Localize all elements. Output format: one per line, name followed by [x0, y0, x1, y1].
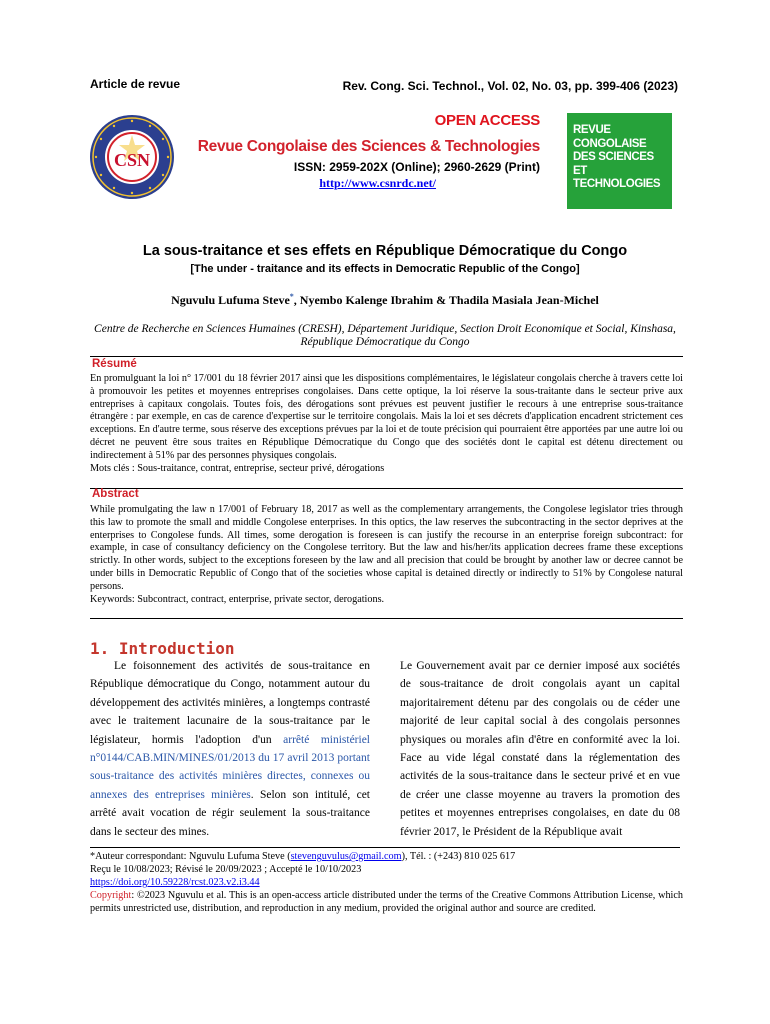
decree-reference-link[interactable]: arrêté ministériel n°0144/CAB.MIN/MINES/01/2013 du 17 avril 2013 portant sous-traitance des activités minières directes, connexes ou annexes des entreprises minières [90, 733, 371, 801]
svg-text:CSN: CSN [113, 150, 151, 170]
article-subtitle: [The under - traitance and its effects in Democratic Republic of the Congo] [190, 263, 580, 275]
section-divider [90, 618, 683, 619]
introduction-heading: 1. Introduction [90, 639, 235, 658]
article-type-label: Article de revue [90, 77, 181, 91]
section-divider [90, 356, 683, 357]
badge-line: DES SCIENCES [573, 151, 654, 163]
submission-dates: Reçu le 10/08/2023; Révisé le 20/09/2023 ; Accepté le 10/10/2023 [90, 864, 362, 875]
article-title: La sous-traitance et ses effets en République Démocratique du Congo [142, 243, 628, 259]
abstract-heading: Abstract [92, 488, 139, 500]
doi-link[interactable]: https://doi.org/10.59228/rcst.023.v2.i3.44 [90, 877, 260, 888]
open-access-label: OPEN ACCESS [434, 112, 540, 129]
journal-badge [567, 113, 672, 209]
journal-name: Revue Congolaise des Sciences & Technologies [197, 138, 540, 155]
badge-line: CONGOLAISE [573, 137, 647, 150]
footnote [90, 850, 683, 915]
badge-line: ET TECHNOLOGIES [573, 164, 661, 190]
author-list [60, 292, 710, 308]
journal-url-link[interactable]: http://www.csnrdc.net/ [319, 176, 436, 190]
abstract-section [90, 504, 683, 606]
issn-line: ISSN: 2959-202X (Online); 2960-2629 (Print) [293, 160, 540, 174]
introduction-left-column [90, 657, 370, 841]
copyright-text: : ©2023 Nguvulu et al. This is an open-access article distributed under the terms of the Creative Commons Attribution License, which permits unrestricted use, distribution, and reproduction in any medium, provided the original author and source are credited. [90, 890, 683, 914]
resume-body: En promulguant la loi n° 17/001 du 18 février 2017 ainsi que les dispositions complémentaires, le législateur congolais cherche à travers cette loi à promouvoir les petites et moyennes entreprises congolaises. Dans cette optique, la loi réserve la sous-traitante dans le secteur prive aux entreprises à capitaux congolais. Toutes fois, des dérogations sont prévues est peuvent justifier le recours à une entreprise sous-traitance étrangère : par exemple, en cas de carence d'expertise sur le territoire congolais. Mais la loi et ses décrets d'application encadrent strictement ces exceptions. En d'autre terme, sous réserve des exceptions prévues par la loi et de toute précision qui pourraient être apportées par une autre loi ou décret ne peuvent être sous traites en République Démocratique du Congo que des sociétés dont le capital est détenu directement ou indirectement à 51% par des personnes physiques congolais. [90, 373, 683, 461]
corresponding-author-line [90, 850, 683, 863]
corr-text: *Auteur correspondant: Nguvulu Lufuma Steve ( [90, 851, 291, 862]
intro-text: . Selon son intitulé, cet arrêté avait vocation de régir seulement la sous-traitance dans le secteur des mines. [90, 788, 371, 838]
resume-keywords: Mots clés : Sous-traitance, contrat, entreprise, secteur privé, dérogations [90, 462, 385, 474]
author-name: Nguvulu Lufuma Steve [171, 293, 290, 307]
copyright-notice [90, 889, 683, 915]
badge-line: REVUE [573, 124, 611, 136]
intro-text: Le foisonnement des activités de sous-traitance en République démocratique du Congo, notamment autour du développement des activités minières, a longtemps contrasté avec le traitement lacunaire de la sous-traitance par le législateur, hormis l'adoption d'un [90, 660, 370, 746]
journal-citation: Rev. Cong. Sci. Technol., Vol. 02, No. 03, pp. 399-406 (2023) [342, 79, 678, 93]
corr-phone: ), Tél. : (+243) 810 025 617 [401, 851, 516, 862]
resume-section [90, 373, 683, 475]
resume-heading: Résumé [92, 358, 137, 370]
introduction-right-column: Le Gouvernement avait par ce dernier imposé aux sociétés de sous-traitance de droit congolais ayant un capital majoritairement détenu par des congolais ou de céder une majorité de leur capital social à des congolais personnes physiques ou morales afin d'être en conformité avec la loi. Face au vide légal constaté dans la réglementation des activités de la sous-traitance dans le secteur privé et en vue de créer une classe moyenne au travers la promotion des petites et moyennes entreprises congolaises, en date du 08 février 2017, le Président de la République avait [400, 660, 680, 838]
footnote-divider [90, 847, 680, 848]
section-divider [90, 488, 683, 489]
author-email-link[interactable]: stevenguvulus@gmail.com [290, 851, 402, 862]
abstract-keywords: Keywords: Subcontract, contract, enterprise, private sector, derogations. [90, 593, 385, 605]
journal-seal-logo [88, 113, 176, 201]
abstract-body: While promulgating the law n 17/001 of February 18, 2017 as well as the complementary arrangements, the Congolese legislator tries through this law to promote the small and middle Congolese enterprises. In this optics, the law reserves the subcontracting in the sector deprives at the enterprises to Congolese funds. All times, some derogation is foreseen is can justify the recourse in an enterprise foreign subcontract: for example, in case of consultancy deficiency on the Congolese territory. But the law and his/her/its application decrees frame these exceptions strictly. In other words, subject to the exceptions foreseen by the law and all precision that could be brought by another law or decree cannot be under bills in Democratic Republic of Congo that of the societies whose capital is detained directly or indirectly to 51% by Congolese natural persons. [90, 504, 683, 592]
copyright-label: Copyright [90, 890, 132, 901]
corresponding-author-mark: * [289, 292, 294, 301]
coauthor-names: , Nyembo Kalenge Ibrahim & Thadila Masiala Jean-Michel [293, 293, 599, 307]
affiliation: Centre de Recherche en Sciences Humaines (CRESH), Département Juridique, Section Droit Economique et Social, Kinshasa, République Démocratique du Congo [94, 323, 676, 348]
